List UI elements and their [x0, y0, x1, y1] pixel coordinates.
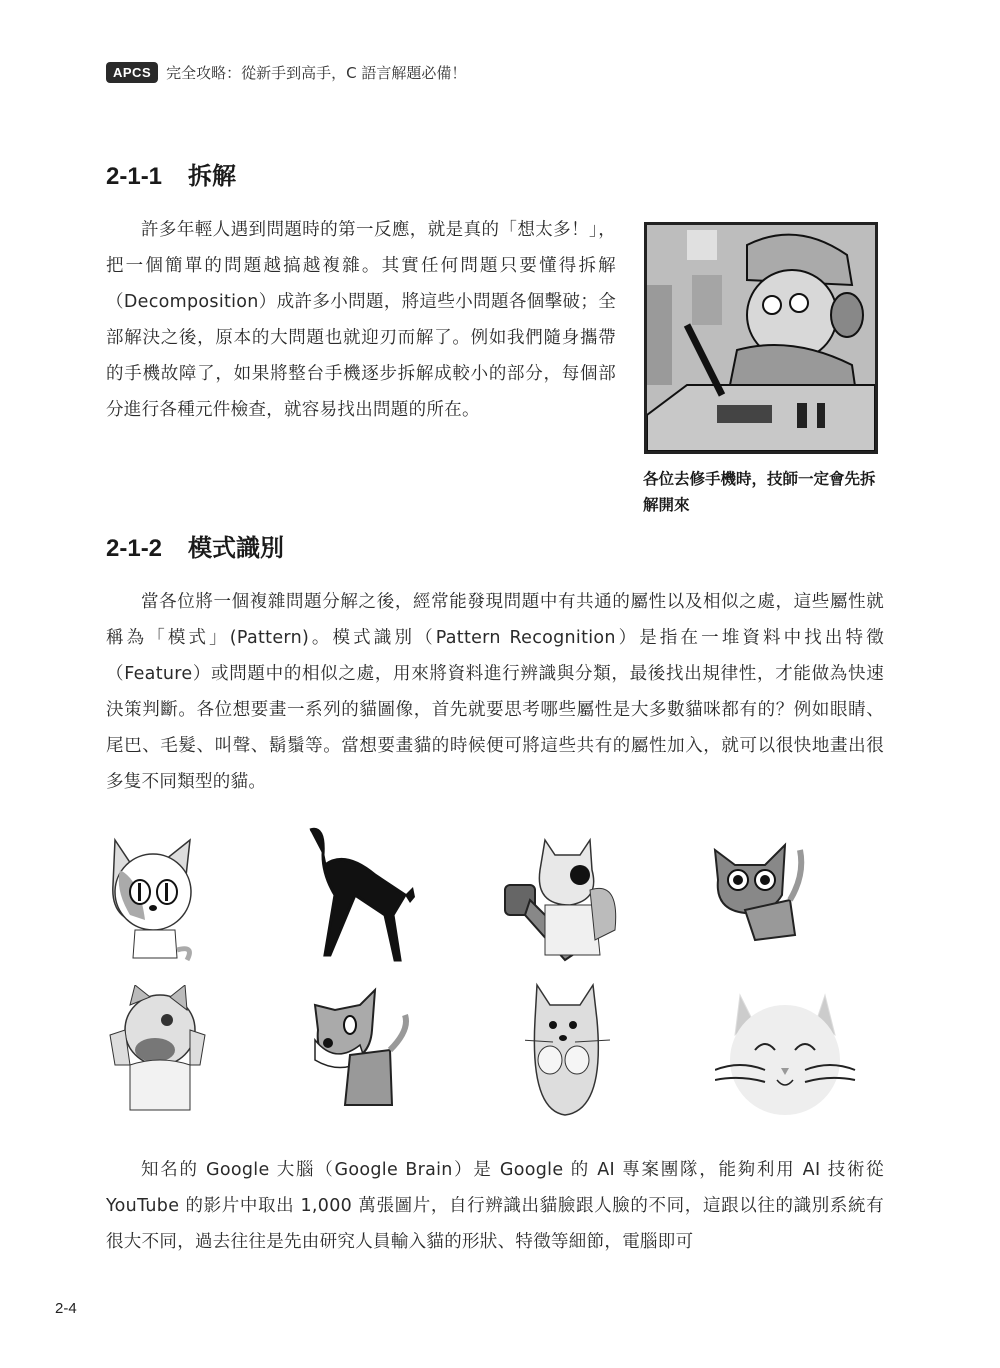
pattern-recognition-paragraph: 當各位將一個複雜問題分解之後，經常能發現問題中有共通的屬性以及相似之處，這些屬性就稱為「模式」(Pattern)。模式識別（Pattern Recognition）是指在一堆資料中找出特徵（Feature）或問題中的相似之處，用來將資料進行辨識與分類，最後找出規律性，才能做為快速決策判斷。各位想要畫一系列的貓圖像，首先就要思考哪些屬性是大多數貓咪都有的？例如眼睛、尾巴、毛髮、叫聲、鬍鬚等。當想要畫貓的時候便可將這些共有的屬性加入，就可以很快地畫出很多隻不同類型的貓。	[106, 592, 884, 792]
section-heading-pattern-recognition	[106, 528, 284, 563]
eyepatch-cat-with-bazooka-icon	[500, 830, 670, 970]
calico-kitten-icon	[105, 830, 275, 970]
section-heading-decomposition	[106, 156, 236, 191]
cat-illustrations-grid	[100, 820, 890, 1140]
section-number: 2-1-2	[106, 535, 163, 562]
technician-repairing-phone-illustration	[644, 222, 878, 454]
running-header	[106, 62, 466, 83]
gray-big-eyed-kitten-icon	[710, 835, 880, 975]
decomposition-paragraph: 許多年輕人遇到問題時的第一反應，就是真的「想太多！」，把一個簡單的問題越搞越複雜。其實任何問題只要懂得拆解（Decomposition）成許多小問題，將這些小問題各個擊破；全部解決之後，原本的大問題也就迎刃而解了。例如我們隨身攜帶的手機故障了，如果將整台手機逐步拆解成較小的部分，每個部分進行各種元件檢查，就容易找出問題的所在。	[106, 220, 616, 420]
book-title: 完全攻略：從新手到高手，C 語言解題必備！	[166, 64, 467, 82]
google-brain-paragraph: 知名的 Google 大腦（Google Brain）是 Google 的 AI 專案團隊，能夠利用 AI 技術從 YouTube 的影片中取出 1,000 萬張圖片，自行辨識出貓臉跟人臉的不同，這跟以往的識別系統有很大不同，過去往往是先由研究人員輸入貓的形狀、特徵等細節，電腦即可	[106, 1160, 884, 1252]
section-title: 拆解	[188, 162, 237, 190]
figure-caption: 各位去修手機時，技師一定會先拆解開來	[643, 470, 876, 514]
book-badge: APCS	[106, 62, 158, 83]
spotted-cat-hands-up-icon	[105, 985, 275, 1125]
section-title: 模式識別	[188, 534, 285, 562]
smiling-cat-face-icon	[715, 980, 885, 1120]
section-number: 2-1-1	[106, 163, 163, 190]
fluffy-kitten-icon	[310, 985, 480, 1125]
page-number: 2-4	[55, 1300, 77, 1317]
surprised-round-cat-icon	[525, 980, 695, 1120]
black-arched-cat-icon	[305, 825, 475, 965]
